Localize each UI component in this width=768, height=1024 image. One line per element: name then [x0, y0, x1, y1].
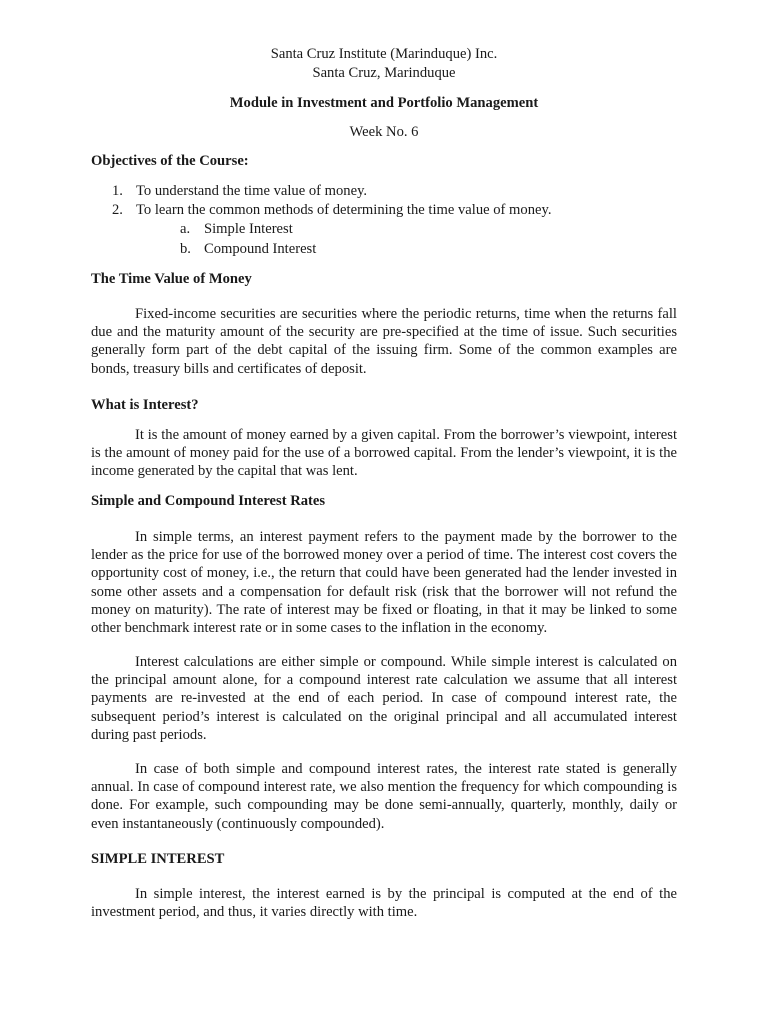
objective-item [112, 201, 551, 219]
objective-subitem [180, 220, 293, 238]
objectives-heading: Objectives of the Course: [91, 153, 249, 169]
interest-heading: What is Interest? [91, 397, 199, 413]
subitem-text: Compound Interest [204, 241, 317, 257]
institution-location: Santa Cruz, Marinduque [312, 65, 456, 81]
rates-paragraph-1: In simple terms, an interest payment refers to the payment made by the borrower to the lender as the price for use of the borrowed money over a period of time. The interest cost covers the opportunity cost of money, i.e., the return that could have been generated had the lender invested in some other assets and a compensation for default risk (risk that the borrower will not refund the money on maturity). The rate of interest may be fixed or floating, in that it may be linked to some other benchmark interest rate or in some cases to the inflation in the economy. [91, 529, 677, 637]
subitem-text: Simple Interest [204, 221, 293, 237]
week-number: Week No. 6 [349, 124, 419, 140]
subitem-marker: a. [180, 221, 191, 237]
simple-interest-paragraph: In simple interest, the interest earned is by the principal is computed at the end of the investment period, and thus, it varies directly with time. [91, 886, 677, 921]
time-value-paragraph: Fixed-income securities are securities where the periodic returns, time when the returns fall due and the maturity amount of the security are pre-specified at the time of issue. Such securities generally form part of the debt capital of the issuing firm. Some of the common examples are bonds, treasury bills and certificates of deposit. [91, 306, 677, 377]
module-title: Module in Investment and Portfolio Management [229, 95, 539, 111]
interest-paragraph: It is the amount of money earned by a given capital. From the borrower’s viewpoint, interest is the amount of money paid for the use of a borrowed capital. From the lender’s viewpoint, it is the income generated by the capital that was lent. [91, 427, 677, 480]
time-value-heading: The Time Value of Money [91, 271, 252, 287]
objective-item [112, 182, 367, 200]
simple-interest-heading: SIMPLE INTEREST [91, 851, 225, 867]
subitem-marker: b. [180, 241, 191, 257]
rates-heading: Simple and Compound Interest Rates [91, 493, 326, 509]
rates-paragraph-3: In case of both simple and compound interest rates, the interest rate stated is generally annual. In case of compound interest rate, we also mention the frequency for which compounding is done. For example, such compounding may be done semi-annually, quarterly, monthly, daily or even instantaneously (continuously compounded). [91, 761, 677, 832]
rates-paragraph-2: Interest calculations are either simple or compound. While simple interest is calculated on the principal amount alone, for a compound interest rate calculation we assume that all interest payments are re-invested at the end of each period. In case of compound interest rate, the subsequent period’s interest is calculated on the original principal and all accumulated interest during past periods. [91, 654, 677, 743]
objective-text: To understand the time value of money. [136, 183, 368, 199]
objective-text: To learn the common methods of determining the time value of money. [136, 202, 552, 218]
institution-name: Santa Cruz Institute (Marinduque) Inc. [270, 46, 498, 62]
objective-subitem [180, 240, 316, 258]
objective-marker: 1. [112, 183, 123, 199]
objective-marker: 2. [112, 202, 123, 218]
